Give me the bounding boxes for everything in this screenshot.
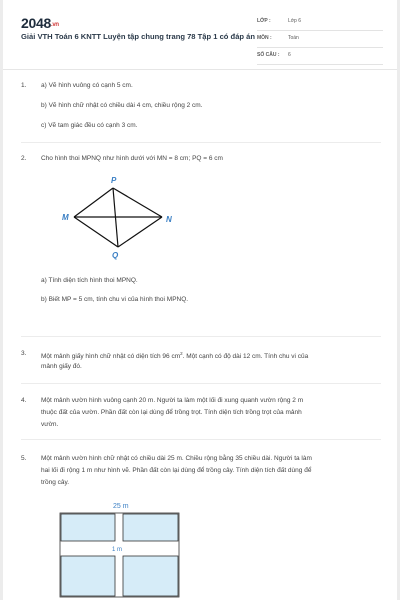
question-1-part-b: b) Vẽ hình chữ nhật có chiều dài 4 cm, chiều rộng 2 cm. bbox=[41, 102, 203, 109]
rhombus-diagram bbox=[41, 172, 201, 262]
site-logo[interactable] bbox=[21, 15, 59, 31]
edge-mp bbox=[74, 188, 113, 217]
path-width-label: 1 m bbox=[112, 547, 123, 553]
question-divider bbox=[21, 383, 381, 384]
edge-qm bbox=[74, 217, 118, 247]
garden-diagram bbox=[53, 495, 193, 600]
length-label: 25 m bbox=[113, 503, 129, 510]
garden-plot-bottom-left bbox=[61, 556, 115, 596]
meta-value: Toán bbox=[288, 35, 299, 41]
question-5-line-3: trồng cây. bbox=[41, 479, 70, 486]
meta-row-class bbox=[257, 16, 383, 31]
question-4-line-1: Một mảnh vườn hình vuông cạnh 20 m. Người ta làm một lối đi xung quanh vườn rộng 2 m bbox=[41, 397, 304, 404]
question-2-text: Cho hình thoi MPNQ như hình dưới với MN = 8 cm; PQ = 6 cm bbox=[41, 155, 223, 162]
superscript: 2 bbox=[180, 351, 183, 356]
meta-label: LỚP : bbox=[257, 18, 271, 24]
question-number: 3. bbox=[21, 350, 27, 357]
question-divider bbox=[21, 439, 381, 440]
vertex-label-q: Q bbox=[112, 251, 119, 260]
question-1-part-a: a) Vẽ hình vuông có cạnh 5 cm. bbox=[41, 82, 133, 89]
worksheet-page bbox=[3, 0, 397, 600]
garden-plot-top-right bbox=[123, 514, 178, 541]
page-title: Giải VTH Toán 6 KNTT Luyện tập chung trang 78 Tập 1 có đáp án bbox=[21, 32, 256, 41]
question-5-line-1: Một mảnh vườn hình chữ nhật có chiều dài 25 m. Chiều rộng bằng 35 chiều dài. Người ta làm bbox=[41, 455, 312, 462]
question-5-line-2: hai lối đi rộng 1 m như hình vẽ. Phần đất còn lại dùng để trồng cây. Tính diện tích đất dùng để bbox=[41, 467, 312, 474]
meta-info bbox=[257, 16, 383, 67]
question-2-part-b: b) Biết MP = 5 cm, tính chu vi của hình thoi MPNQ. bbox=[41, 296, 189, 303]
edge-nq bbox=[118, 217, 162, 247]
question-3-text-end: . Một cạnh có độ dài 12 cm. Tính chu vi của bbox=[182, 353, 309, 361]
logo-main: 2048 bbox=[21, 15, 51, 31]
meta-row-count bbox=[257, 50, 383, 65]
garden-plot-bottom-right bbox=[123, 556, 178, 596]
question-1-part-c: c) Vẽ tam giác đều có cạnh 3 cm. bbox=[41, 122, 138, 129]
header bbox=[3, 0, 397, 70]
question-3-line-2: mảnh giấy đó. bbox=[41, 363, 82, 370]
question-number: 1. bbox=[21, 82, 27, 89]
question-4-line-3: vườn. bbox=[41, 421, 59, 428]
edge-pn bbox=[113, 188, 162, 217]
meta-label: MÔN : bbox=[257, 35, 272, 41]
question-3-text-start: Một mảnh giấy hình chữ nhật có diện tích 96 cm bbox=[41, 353, 181, 361]
question-number: 2. bbox=[21, 155, 27, 162]
vertex-label-p: P bbox=[111, 176, 117, 185]
question-4-line-2: thuộc đất của vườn. Phần đất còn lại dùng để trồng trọt. Tính diện tích trồng trọt của mảnh bbox=[41, 409, 302, 416]
question-divider bbox=[21, 142, 381, 143]
meta-value: Lớp 6 bbox=[288, 18, 302, 24]
vertex-label-m: M bbox=[62, 213, 69, 222]
question-divider bbox=[21, 336, 381, 337]
garden-plot-top-left bbox=[61, 514, 115, 541]
vertex-label-n: N bbox=[166, 215, 172, 224]
question-number: 4. bbox=[21, 397, 27, 404]
question-number: 5. bbox=[21, 455, 27, 462]
logo-suffix: .vn bbox=[50, 22, 59, 28]
meta-value: 6 bbox=[288, 52, 291, 58]
meta-row-subject bbox=[257, 33, 383, 48]
meta-label: SỐ CÂU : bbox=[257, 52, 280, 58]
header-divider bbox=[3, 69, 397, 70]
question-2-part-a: a) Tính diện tích hình thoi MPNQ. bbox=[41, 277, 138, 284]
